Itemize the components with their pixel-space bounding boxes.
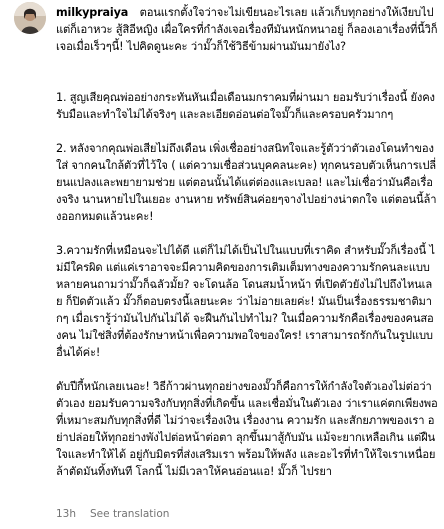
caption-body: [56, 4, 438, 497]
caption-paragraph-2: 2. หลังจากคุณพ่อเสียไม่ถึงเดือน เพิ่งเชื่ออย่างสนิทใจและรู้ตัวว่าตัวเองโดนทำของใส่ จากคนใกล้ตัวที่ไว้ใจ ( แต่ความเชื่อส่วนบุคคลนะคะ) ทุกคนรอบตัวเห็นการเปลี่ยนแปลงและพยายามช่วย แต่ตอนนั้นได้แต่ต่องและเบลอ! และไม่เชื่อว่ามันคือเรื่องจริง นานหายไปในเยอะ งานหาย ทรัพย์สินค่อยๆจางไปอย่างน่าตกใจ แต่ตอนนี้ล้างออกหมดแล้วนะคะ!: [56, 142, 437, 223]
post-timestamp: 13h: [56, 508, 77, 520]
paragraph-gap: [56, 72, 438, 89]
avatar[interactable]: [14, 2, 46, 34]
post-meta-row: [56, 508, 169, 520]
see-translation-button[interactable]: See translation: [90, 508, 170, 520]
profile-photo-icon: [14, 2, 46, 34]
caption-paragraph-intro: ตอนแรกตั้งใจว่าจะไม่เขียนอะไรเลย แล้วเก็บทุกอย่างให้เงียบไป แต่ก็เอาหวะ สู้สิอีหญิง เผื่อใครที่กำลังเจอเรื่องทีมันหนักหนาอยู่ ก็ลองเอาเรื่องที่นี้วิก็เจอเมื่อเร็วๆนี้! ไปคิดดูนะคะ ว่ามั๊วก็ใช้วิธีข้ามผ่านมันมายังไง?: [56, 6, 438, 53]
caption-paragraph-3: 3.ความรักที่เหมือนจะไปได้ดี แต่ก็ไม่ได้เป็นไปในแบบที่เราคิด สำหรับมั๊วก็เรื่องนี้ ไม่มีใครผิด แต่แค่เราอาจจะมีความคิดของการเติมเต็มทางของความรักคนละแบบ หลายคนถามว่ามั๊วก็ฉลัวมั้ย? จะโดนล้อ โดนสมน้ำหน้า ที่เปิดตัวยังไม่ไปถึงไหนเลย ก็ปิดตัวแล้ว มั๊วก็ตอบตรงนี้เลยนะคะ ว่าไม่อายเลยค่ะ! มันเป็นเรื่องธรรมชาติมากๆ เมื่อเรารู้ว่ามันไปกันไม่ได้ จะฝืนกันไปทำไม? ในเมื่อความรักคือเรื่องของคนสองคน ไม่ใช่สิ่งที่ต้องรักษาหน้าเพื่อความพอใจของใคร! เราสามารถรักกันในรูปแบบอื่นได้ค่ะ!: [56, 244, 435, 359]
caption-paragraph-closing: ดับปีกี้หนักเลยเนอะ! วิธีก้าวผ่านทุกอย่างของมั๊วก็คือการให้กำลังใจตัวเองไม่ต่อว่าตัวเอง ยอมรับความจริงกับทุกสิ่งที่เกิดขึ้น และเชื่อมั่นในตัวเอง ว่าเราแค่ตกเพียงพอที่เหมาะสมกับทุกสิ่งที่ดี ไม่ว่าจะเรื่องเงิน เรื่องงาน ความรัก และสักยภาพของเรา อย่าปล่อยให้ทุกอย่างพังไปต่อหน้าต่อตา ลุกขึ้นมาสู้กับมัน แม้จะยากเหลือเกิน แต่ฝืนใจและทำให้ได้ อยู่กับมิตรที่ส่งเสริมเรา พร้อมให้พลัง และอะไรที่ทำให้ใจเราเหนื่อยล้าตัดมันทิ้งทันที โลกนี้ ไม่มีเวลาให้คนอ่อนแอ! มั๊วก็ ไปรยา: [56, 380, 438, 478]
paragraph-gap: [56, 55, 438, 72]
username-link[interactable]: milkypraiya: [56, 6, 129, 19]
caption-paragraph-1: 1. สูญเสียคุณพ่ออย่างกระทันหันเมื่อเดือนมกราคมที่ผ่านมา ยอมรับว่าเรื่องนี้ ยังคงรับมือและทำใจไม่ได้จริงๆ และละเอียดอ่อนต่อใจมั๊วก็และครอบครัวมากๆ: [56, 91, 435, 121]
